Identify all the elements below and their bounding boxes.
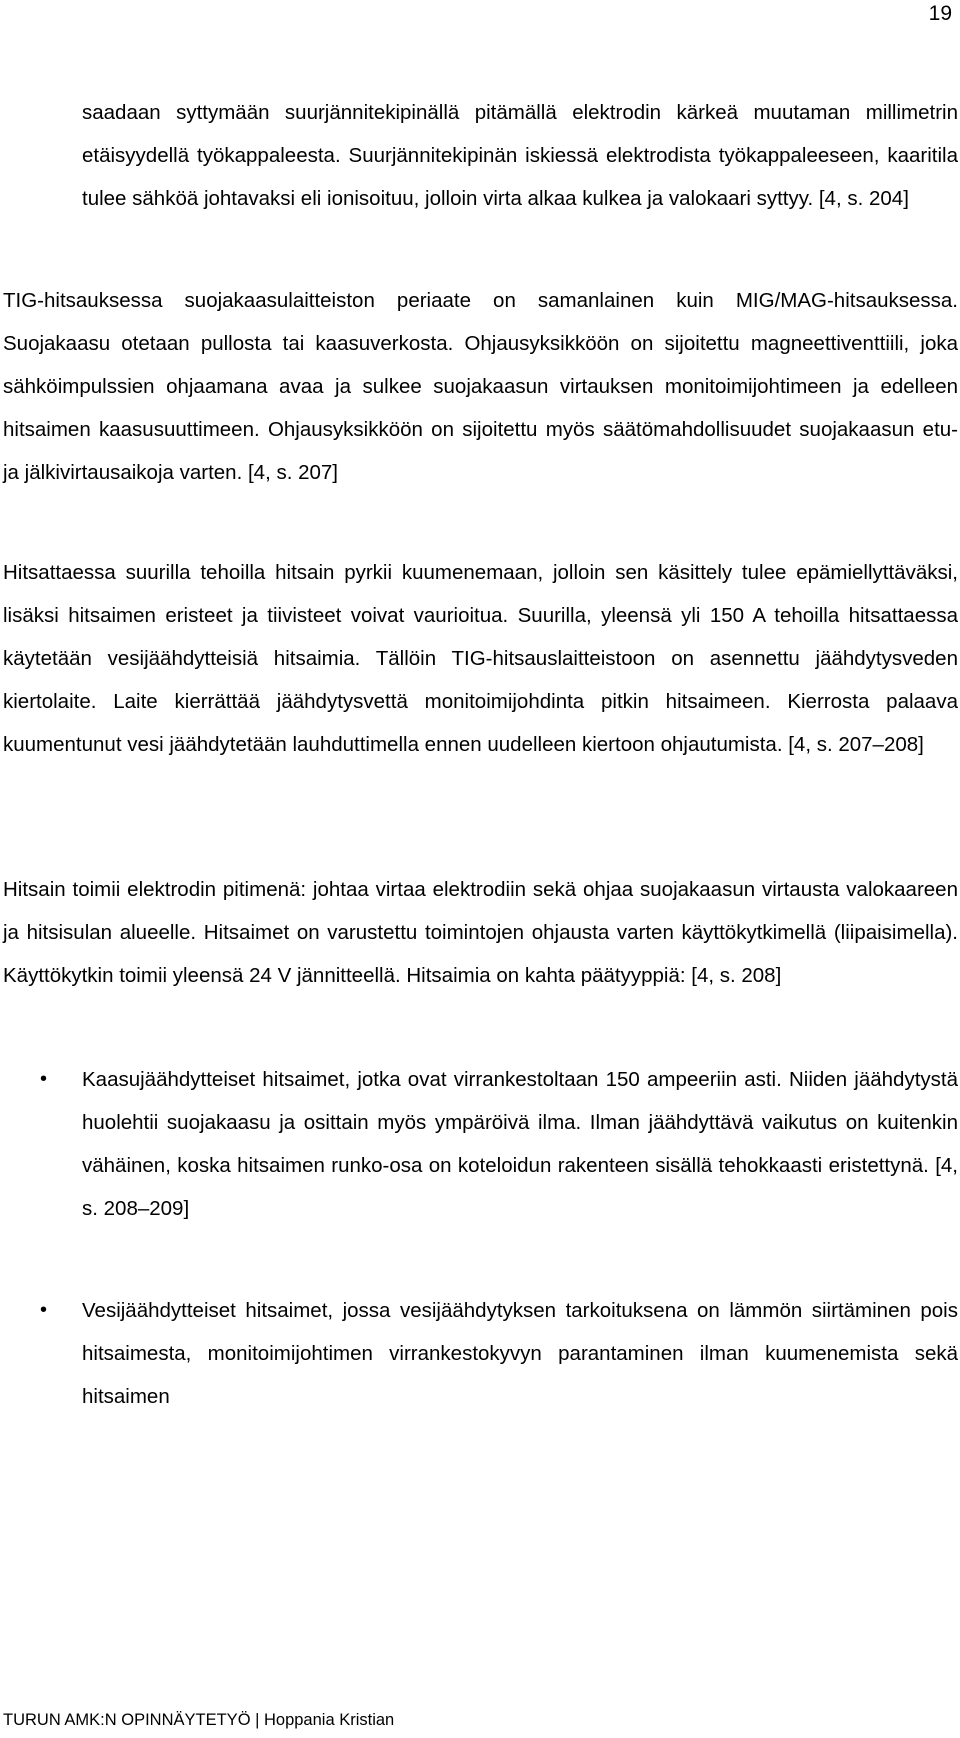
- list-item: [40, 1058, 958, 1230]
- bullet-icon: •: [40, 1068, 48, 1090]
- footer: TURUN AMK:N OPINNÄYTETYÖ | Hoppania Kristian: [3, 1711, 395, 1729]
- paragraph-2: TIG-hitsauksessa suojakaasulaitteiston periaate on samanlainen kuin MIG/MAG-hitsauksessa. Suojakaasu otetaan pullosta tai kaasuverkosta. Ohjausyksikköön on sijoitettu magneettiventtiili, joka sähköimpulssien ohjaamana avaa ja sulkee suojakaasun virtauksen monitoimijohtimeen ja edelleen hitsaimen kaasusuuttimeen. Ohjausyksikköön on sijoitettu myös säätömahdollisuudet suojakaasun etu- ja jälkivirtausaikoja varten. [4, s. 207]: [3, 289, 958, 484]
- page-number: 19: [928, 2, 952, 25]
- bullet-icon: •: [40, 1299, 48, 1321]
- list-item: [40, 1289, 958, 1418]
- list-item-text: Vesijäähdytteiset hitsaimet, jossa vesijäähdytyksen tarkoituksena on lämmön siirtäminen pois hitsaimesta, monitoimijohtimen virrankestokyvyn parantaminen ilman kuumenemista sekä hitsaimen: [82, 1299, 958, 1408]
- paragraph-1: saadaan syttymään suurjännitekipinällä pitämällä elektrodin kärkeä muutaman millimetrin etäisyydellä työkappaleesta. Suurjännitekipinän iskiessä elektrodista työkappaleeseen, kaaritila tulee sähköä johtavaksi eli ionisoituu, jolloin virta alkaa kulkea ja valokaari syttyy. [4, s. 204]: [82, 101, 958, 210]
- list-item-text: Kaasujäähdytteiset hitsaimet, jotka ovat virrankestoltaan 150 ampeeriin asti. Niiden jäähdytystä huolehtii suojakaasu ja osittain myös ympäröivä ilma. Ilman jäähdyttävä vaikutus on kuitenkin vähäinen, koska hitsaimen runko-osa on koteloidun rakenteen sisällä tehokkaasti eristettynä. [4, s. 208–209]: [82, 1068, 958, 1220]
- paragraph-4: Hitsain toimii elektrodin pitimenä: johtaa virtaa elektrodiin sekä ohjaa suojakaasun virtausta valokaareen ja hitsisulan alueelle. Hitsaimet on varustettu toimintojen ohjausta varten käyttökytkimellä (liipaisimella). Käyttökytkin toimii yleensä 24 V jännitteellä. Hitsaimia on kahta päätyyppiä: [4, s. 208]: [3, 878, 958, 987]
- paragraph-3: Hitsattaessa suurilla tehoilla hitsain pyrkii kuumenemaan, jolloin sen käsittely tulee epämiellyttäväksi, lisäksi hitsaimen eristeet ja tiivisteet voivat vaurioitua. Suurilla, yleensä yli 150 A tehoilla hitsattaessa käytetään vesijäähdytteisiä hitsaimia. Tällöin TIG-hitsauslaitteistoon on asennettu jäähdytysveden kiertolaite. Laite kierrättää jäähdytysvettä monitoimijohdinta pitkin hitsaimeen. Kierrosta palaava kuumentunut vesi jäähdytetään lauhduttimella ennen uudelleen kiertoon ohjautumista. [4, s. 207–208]: [3, 561, 958, 756]
